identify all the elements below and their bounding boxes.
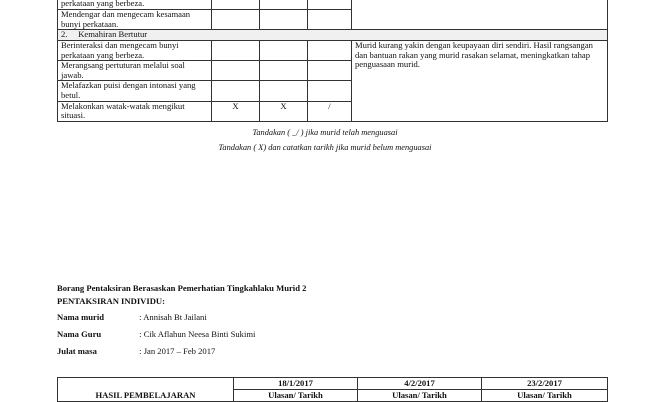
sub-header: Ulasan/ Tarikh <box>358 390 482 402</box>
skill-cell: perkataan yang berbeza. <box>58 0 212 10</box>
section-title: Kemahiran Bertutur <box>78 29 148 40</box>
mark-cell: X <box>260 101 308 121</box>
info-value: : Annisah Bt Jailani <box>139 312 207 322</box>
caption-mastered: Tandakan ( _/ ) jika murid telah menguasai <box>252 128 398 137</box>
date-header: 23/2/2017 <box>482 378 608 390</box>
date-header: 4/2/2017 <box>358 378 482 390</box>
mark-cell: X <box>212 101 260 121</box>
skill-cell: Melakonkan watak-watak mengikut situasi. <box>58 101 212 121</box>
mark-cell: / <box>308 101 352 121</box>
skill-cell: Mendengar dan mengecam kesamaan bunyi perkataan. <box>58 10 212 30</box>
skill-cell: Berinteraksi dan mengecam bunyi perkataan yang berbeza. <box>58 40 212 60</box>
info-period <box>57 347 215 357</box>
info-student <box>57 313 207 323</box>
info-label: Nama murid <box>57 312 105 322</box>
skill-cell: Melafazkan puisi dengan intonasi yang betul. <box>58 81 212 101</box>
date-header: 18/1/2017 <box>234 378 358 390</box>
section-header-row <box>58 30 608 41</box>
info-label: Julat masa <box>57 346 97 356</box>
table-row <box>58 378 608 390</box>
result-table <box>57 377 608 402</box>
form-title: Borang Pentaksiran Berasaskan Pemerhatian Tingkahlaku Murid 2 <box>57 283 307 293</box>
info-value: : Cik Aflahun Neesa Binti Sukimi <box>139 329 256 339</box>
section-number: 2. <box>61 29 68 40</box>
skill-cell: Merangsang pertuturan melalui soal jawab. <box>58 61 212 81</box>
info-label: Nama Guru <box>57 329 102 339</box>
sub-header: Ulasan/ Tarikh <box>482 390 608 402</box>
info-teacher <box>57 330 255 340</box>
table-row <box>58 40 608 60</box>
sub-header: Ulasan/ Tarikh <box>234 390 358 402</box>
caption-not-mastered: Tandakan ( X) dan catatkan tarikh jika murid belum menguasai <box>218 143 432 152</box>
skills-table <box>57 0 608 122</box>
form-subtitle: PENTAKSIRAN INDIVIDU: <box>57 296 165 306</box>
section-note: Murid kurang yakin dengan keupayaan diri sendiri. Hasil rangsangan dan bantuan rakan yang murid rasakan selamat, meningkatkan tahap penguasaan murid. <box>352 40 608 121</box>
result-header-label: HASIL PEMBELAJARAN <box>58 378 234 402</box>
info-value: : Jan 2017 – Feb 2017 <box>139 346 216 356</box>
